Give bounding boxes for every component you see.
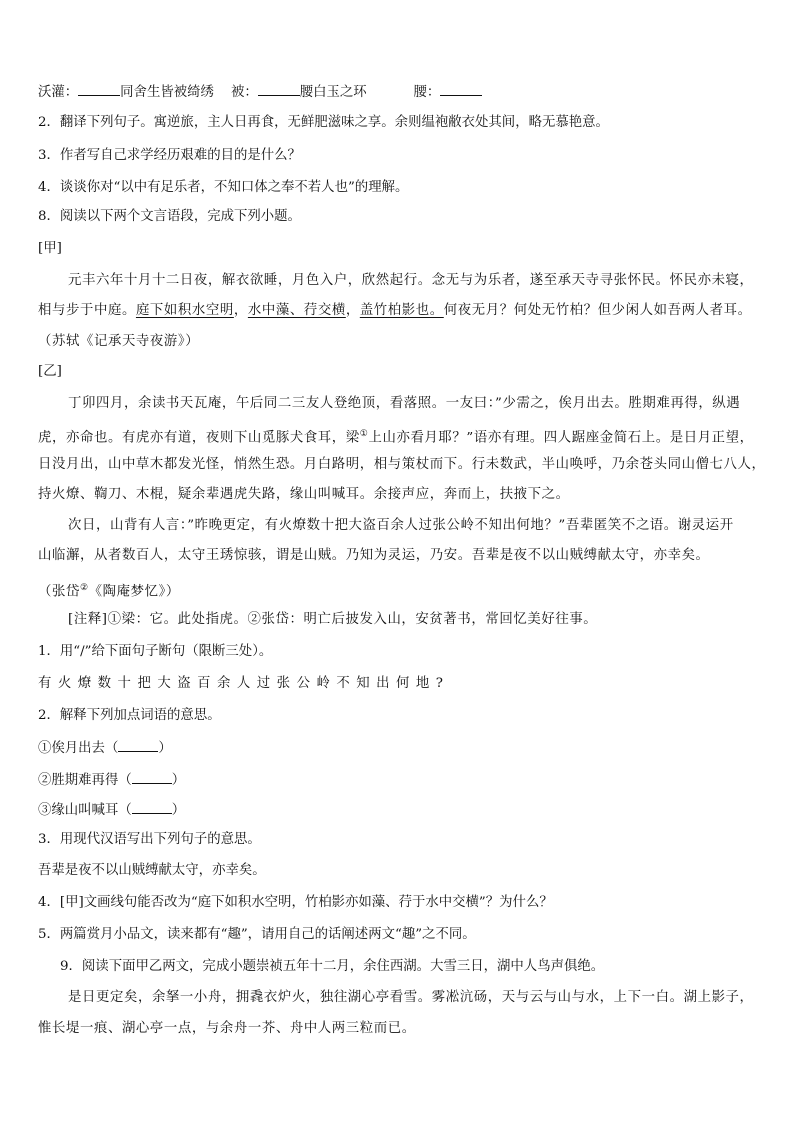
sub-question-2-item-1: ①俟月出去（ ） — [38, 738, 172, 758]
blank-2[interactable] — [258, 82, 300, 96]
answer-blank-2[interactable] — [132, 770, 172, 784]
sub-question-1-sentence: 有火燎数十把大盗百余人过张公岭不知出何地? — [38, 676, 450, 691]
sub-question-2-item-3: ③缘山叫喊耳（ ） — [38, 800, 185, 820]
yi-source: （张岱②《陶庵梦忆》） — [38, 583, 180, 600]
sub-question-2-item-2: ②胜期难再得（ ） — [38, 770, 185, 790]
blank-3[interactable] — [440, 82, 482, 96]
yi-paragraph-line-2: 虎，亦命也。有虎亦有道，夜则下山觅豚犬食耳，梁①上山亦看月耶？”语亦有理。四人踞座金简石上。是日月正望， — [38, 429, 754, 446]
footnote-marker-2: ② — [79, 583, 89, 593]
yi-paragraph-line-6: 山临澥，从者数百人，太守王琇惊骇，谓是山贼。乃知为灵运，乃安。吾辈是夜不以山贼缚献太守，亦幸矣。 — [38, 548, 710, 563]
underlined-phrase-3: 盖竹柏影也。 — [359, 303, 444, 318]
sub-question-1: 1．用“/”给下面句子断句（限断三处）。 — [38, 644, 273, 659]
jia-paragraph-line-1: 元丰六年十月十二日夜，解衣欲睡，月色入户，欣然起行。念无与为乐者，遂至承天寺寻张怀民。怀民亦未寝， — [68, 273, 754, 288]
question-3: 3．作者写自己求学经历艰难的目的是什么？ — [38, 148, 301, 163]
sub-question-5: 5．两篇赏月小品文，读来都有“趣”，请用自己的话阐述两文“趣”之不同。 — [38, 927, 476, 942]
answer-blank-1[interactable] — [118, 738, 158, 752]
question-4: 4．谈谈你对“以中有足乐者，不知口体之奉不若人也”的理解。 — [38, 180, 409, 195]
jia-label: [甲] — [38, 241, 62, 256]
question-2: 2．翻译下列句子。寓逆旅，主人日再食，无鲜肥滋味之享。余则缊袍敝衣处其间，略无慕艳意。 — [38, 115, 609, 130]
blank-1[interactable] — [78, 82, 120, 96]
question-8-heading: 8．阅读以下两个文言语段，完成下列小题。 — [38, 209, 301, 224]
footnote-marker-1: ① — [359, 429, 369, 439]
jia-source: （苏轼《记承天寺夜游》） — [38, 334, 200, 349]
fill-blank-line: 沃灌： 同舍生皆被绮绣 被： 腰白玉之环 腰： — [38, 82, 482, 102]
annotation-notes: [注释]①梁：它。此处指虎。②张岱：明亡后披发入山，安贫著书，常回忆美好往事。 — [68, 612, 598, 627]
question-9-paragraph-line-2: 惟长堤一痕、湖心亭一点，与余舟一芥、舟中人两三粒而已。 — [38, 1021, 416, 1036]
sub-question-4: 4．[甲]文画线句能否改为“庭下如积水空明，竹柏影亦如藻、荇于水中交横”？为什么？ — [38, 895, 553, 910]
yi-paragraph-line-1: 丁卯四月，余读书天瓦庵，午后同二三友人登绝顶，看落照。一友曰：”少需之，俟月出去。胜期难再得，纵遇 — [68, 396, 741, 411]
yi-paragraph-line-5: 次日，山背有人言：”昨晚更定，有火燎数十把大盗百余人过张公岭不知出何地？”吾辈匿笑不之语。谢灵运开 — [68, 518, 734, 533]
yi-label: [乙] — [38, 364, 62, 379]
yi-paragraph-line-3: 日没月出，山中草木都发光怪，悄然生恐。月白路明，相与策杖而下。行未数武，半山唤呼，乃余苍头同山僧七八人， — [38, 457, 766, 472]
sub-question-3-sentence: 吾辈是夜不以山贼缚献太守，亦幸矣。 — [38, 863, 266, 878]
sub-question-2: 2．解释下列加点词语的意思。 — [38, 708, 221, 723]
question-9-paragraph-line-1: 是日更定矣，余拏一小舟，拥毳衣炉火，独往湖心亭看雪。雾凇沆砀，天与云与山与水，上下一白。湖上影子， — [68, 990, 754, 1005]
jia-paragraph-line-2: 相与步于中庭。庭下如积水空明，水中藻、荇交横，盖竹柏影也。何夜无月？何处无竹柏？但少闲人如吾两人者耳。 — [38, 303, 752, 318]
question-9-heading: 9．阅读下面甲乙两文，完成小题崇祯五年十二月，余住西湖。大雪三日，湖中人鸟声俱绝。 — [60, 959, 605, 974]
yi-paragraph-line-4: 持火燎、鞫刀、木棍，疑余辈遇虎失路，缘山叫喊耳。余接声应，奔而上，扶掖下之。 — [38, 487, 570, 502]
sub-question-3: 3．用现代汉语写出下列句子的意思。 — [38, 832, 261, 847]
underlined-phrase-1: 庭下如积水空明 — [135, 303, 234, 318]
underlined-phrase-2: 水中藻、荇交横 — [247, 303, 346, 318]
answer-blank-3[interactable] — [132, 800, 172, 814]
